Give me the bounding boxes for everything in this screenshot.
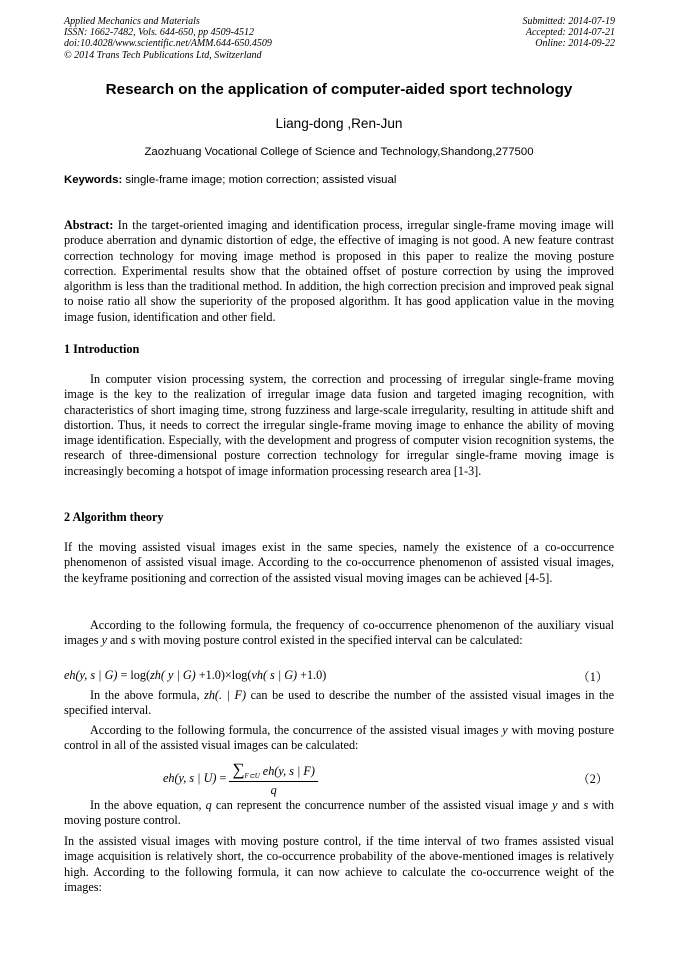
abstract-label: Abstract:: [64, 218, 114, 232]
online-date: Online: 2014-09-22: [535, 38, 615, 50]
doi-line: doi:10.4028/www.scientific.net/AMM.644-650.4509: [64, 38, 272, 50]
section-heading-algorithm: 2 Algorithm theory: [64, 510, 164, 524]
text-run: According to the following formula, the frequency of co-occurrence phenomenon of the auxiliary visual images: [64, 618, 614, 648]
algo-paragraph-3: [64, 688, 614, 719]
inline-math-zh: zh(. | F): [204, 688, 247, 702]
var-s: s: [583, 798, 589, 812]
authors: Liang-dong ,Ren-Jun: [275, 116, 403, 131]
var-q: q: [205, 798, 212, 812]
text-run: According to the following formula, the concurrence of the assisted visual images: [90, 723, 503, 737]
affiliation: Zaozhuang Vocational College of Science and Technology,Shandong,277500: [144, 146, 534, 158]
var-y: y: [101, 633, 107, 648]
algo-paragraph-5: [64, 798, 614, 829]
copyright-line: © 2014 Trans Tech Publications Ltd, Switzerland: [64, 49, 262, 61]
accepted-date: Accepted: 2014-07-21: [525, 27, 615, 39]
equation-1: eh(y, s | G) = log(zh( y | G) +1.0)×log(vh( s | G) +1.0): [64, 668, 327, 682]
journal-header: [64, 16, 272, 61]
algo-paragraph-6: In the assisted visual images with moving posture control, if the time interval of two frames assisted visual image acquisition is relatively short, the co-occurrence probability of the above-mentioned images is relatively high. According to the following formula, it can now achieve to calculate the co-occurrence weight of the images:: [64, 834, 614, 894]
text-run: with moving posture control in all of the assisted visual images can be calculated:: [64, 723, 614, 753]
text-run: In the above formula,: [90, 688, 205, 702]
var-y: y: [502, 723, 508, 737]
algo-paragraph-2: [64, 618, 614, 649]
abstract-text: In the target-oriented imaging and identification process, irregular single-frame moving image will produce aberration and dynamic distortion of edge, the effective of imaging is not good. A new feature contrast correction technology for moving image method is proposed in this paper to realize the moving posture correction. Experimental results show that the obtained offset of posture correction by using the improved algorithm is less than the traditional method. In addition, the high correction precision and improved peak signal to noise ratio all show the superiority of the proposed algorithm. It has good application value in the moving image fusion, identification and other field.: [64, 218, 614, 324]
keywords-text: single-frame image; motion correction; assisted visual: [122, 174, 397, 186]
text-run: and: [107, 633, 131, 648]
abstract: [64, 218, 614, 325]
keywords: [64, 174, 614, 186]
paper-title: Research on the application of computer-aided sport technology: [105, 81, 573, 98]
text-run: In the above equation,: [90, 798, 206, 812]
algo-paragraph-4: [64, 723, 614, 754]
equation-2-number: （2）: [577, 772, 608, 786]
keywords-label: Keywords:: [64, 174, 123, 186]
var-s: s: [130, 633, 136, 648]
text-run: and: [557, 798, 584, 812]
equation-2-fraction: $\frac{\sum_{F\subset U} eh(y, s | F)}{q}$: [229, 760, 317, 798]
text-run: with moving posture control.: [64, 798, 614, 828]
journal-name: Applied Mechanics and Materials: [64, 16, 200, 27]
intro-paragraph: In computer vision processing system, the correction and processing of irregular single-frame moving image is the key to the realization of irregular image data fusion and targeted imaging recognition, with characteristics of short imaging time, strong fuzziness and large-scale irregularity, resulting in attitude shift and distortion. Thus, it needs to correct the irregular single-frame moving image to enhance the ability of moving image identification. Especially, with the development and progress of computer vision recognition systems, the research of three-dimensional posture correction technology for irregular single-frame moving image is increasingly becoming a hotspot of image information processing research area [1-3].: [64, 372, 614, 478]
dates-header: [523, 16, 616, 50]
submitted-date: Submitted: 2014-07-19: [522, 16, 615, 27]
text-run: can be used to describe the number of the assisted visual images in the specified interval.: [64, 688, 614, 718]
section-heading-introduction: 1 Introduction: [64, 342, 140, 356]
text-run: can represent the concurrence number of the assisted visual image: [211, 798, 549, 812]
text-run: with moving posture control existed in the specified interval can be calculated:: [135, 633, 523, 648]
equation-2: eh(y, s | U) = $\frac{\sum_{F\subset U} eh(y, s | F)}{q}$: [163, 760, 318, 798]
var-y: y: [548, 798, 558, 812]
equation-1-number: （1）: [577, 670, 608, 684]
issn-line: ISSN: 1662-7482, Vols. 644-650, pp 4509-4512: [64, 27, 254, 39]
algo-paragraph-1: If the moving assisted visual images exist in the same species, namely the existence of a co-occurrence phenomenon of assisted visual image. According to the co-occurrence phenomenon of assisted visual images, the keyframe positioning and correction of the assisted visual moving images can be achieved [4-5].: [64, 540, 614, 585]
